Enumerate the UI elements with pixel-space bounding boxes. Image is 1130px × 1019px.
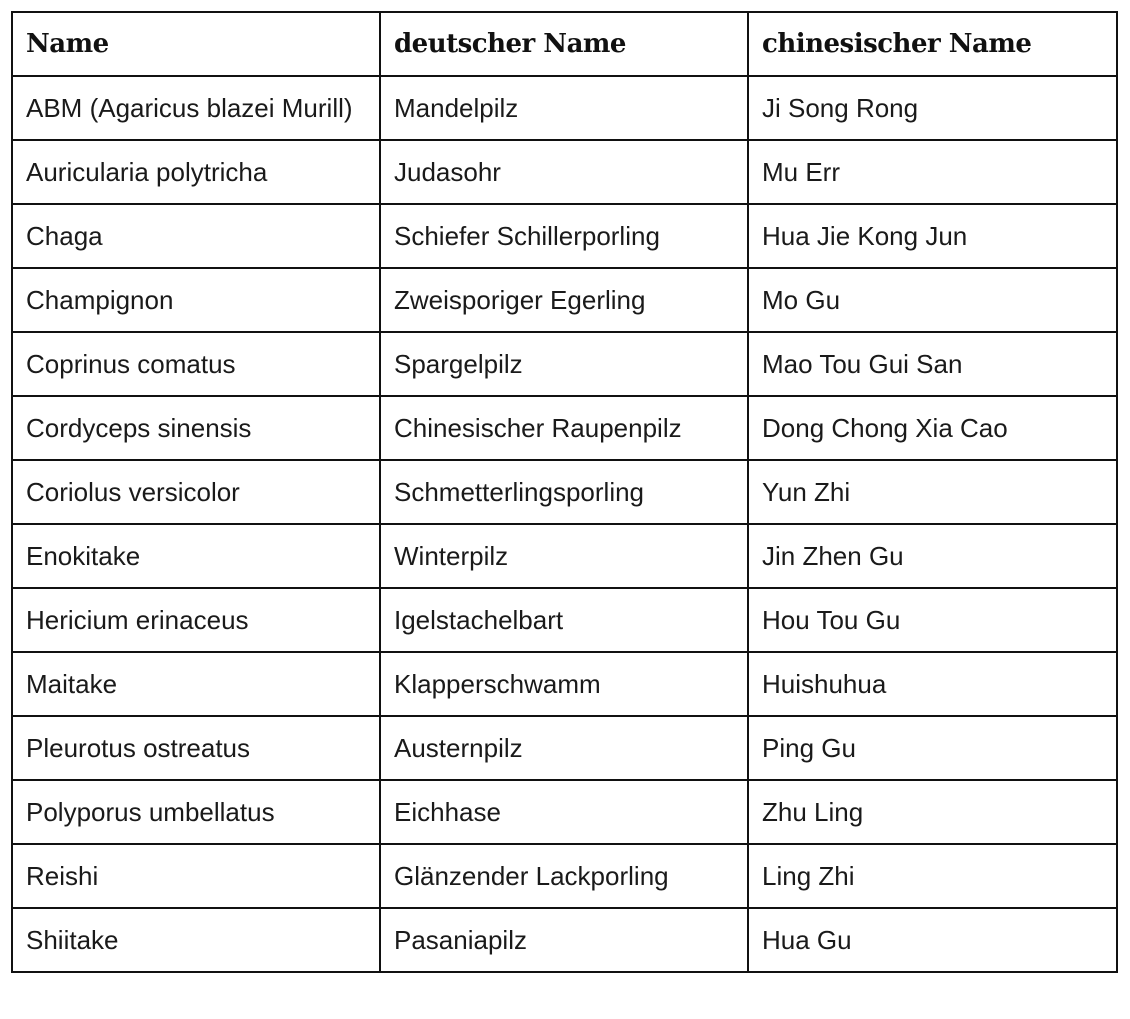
table-body [12, 76, 1117, 972]
cell-name: Cordyceps sinensis [12, 396, 380, 460]
header-chinese-name: chinesischer Name [748, 12, 1117, 76]
cell-german-name: Mandelpilz [380, 76, 748, 140]
cell-german-name: Austernpilz [380, 716, 748, 780]
cell-name: Auricularia polytricha [12, 140, 380, 204]
cell-chinese-name: Ping Gu [748, 716, 1117, 780]
cell-name: ABM (Agaricus blazei Murill) [12, 76, 380, 140]
cell-chinese-name: Ling Zhi [748, 844, 1117, 908]
cell-german-name: Pasaniapilz [380, 908, 748, 972]
cell-chinese-name: Hua Jie Kong Jun [748, 204, 1117, 268]
table-row [12, 332, 1117, 396]
table-row [12, 268, 1117, 332]
cell-german-name: Klapperschwamm [380, 652, 748, 716]
cell-german-name: Igelstachelbart [380, 588, 748, 652]
header-row [12, 12, 1117, 76]
mushroom-names-table [11, 11, 1118, 973]
cell-chinese-name: Yun Zhi [748, 460, 1117, 524]
cell-name: Coriolus versicolor [12, 460, 380, 524]
cell-chinese-name: Huishuhua [748, 652, 1117, 716]
cell-name: Champignon [12, 268, 380, 332]
table-row [12, 140, 1117, 204]
table-row [12, 908, 1117, 972]
table-row [12, 204, 1117, 268]
cell-name: Pleurotus ostreatus [12, 716, 380, 780]
cell-german-name: Schmetterlingsporling [380, 460, 748, 524]
cell-chinese-name: Mu Err [748, 140, 1117, 204]
cell-name: Hericium erinaceus [12, 588, 380, 652]
cell-german-name: Winterpilz [380, 524, 748, 588]
header-german-name: deutscher Name [380, 12, 748, 76]
cell-chinese-name: Jin Zhen Gu [748, 524, 1117, 588]
cell-name: Chaga [12, 204, 380, 268]
cell-german-name: Schiefer Schillerporling [380, 204, 748, 268]
cell-chinese-name: Hua Gu [748, 908, 1117, 972]
cell-chinese-name: Ji Song Rong [748, 76, 1117, 140]
table-row [12, 844, 1117, 908]
table-row [12, 396, 1117, 460]
table-row [12, 652, 1117, 716]
cell-german-name: Judasohr [380, 140, 748, 204]
table-header [12, 12, 1117, 76]
table-row [12, 716, 1117, 780]
cell-german-name: Chinesischer Raupenpilz [380, 396, 748, 460]
cell-chinese-name: Mao Tou Gui San [748, 332, 1117, 396]
table-row [12, 588, 1117, 652]
cell-german-name: Eichhase [380, 780, 748, 844]
cell-chinese-name: Dong Chong Xia Cao [748, 396, 1117, 460]
cell-german-name: Glänzender Lackporling [380, 844, 748, 908]
cell-german-name: Spargelpilz [380, 332, 748, 396]
cell-german-name: Zweisporiger Egerling [380, 268, 748, 332]
cell-name: Enokitake [12, 524, 380, 588]
cell-name: Polyporus umbellatus [12, 780, 380, 844]
cell-name: Shiitake [12, 908, 380, 972]
cell-name: Maitake [12, 652, 380, 716]
table-row [12, 524, 1117, 588]
table-row [12, 460, 1117, 524]
table-row [12, 76, 1117, 140]
cell-chinese-name: Mo Gu [748, 268, 1117, 332]
table-row [12, 780, 1117, 844]
cell-chinese-name: Zhu Ling [748, 780, 1117, 844]
cell-chinese-name: Hou Tou Gu [748, 588, 1117, 652]
cell-name: Coprinus comatus [12, 332, 380, 396]
header-name: Name [12, 12, 380, 76]
cell-name: Reishi [12, 844, 380, 908]
